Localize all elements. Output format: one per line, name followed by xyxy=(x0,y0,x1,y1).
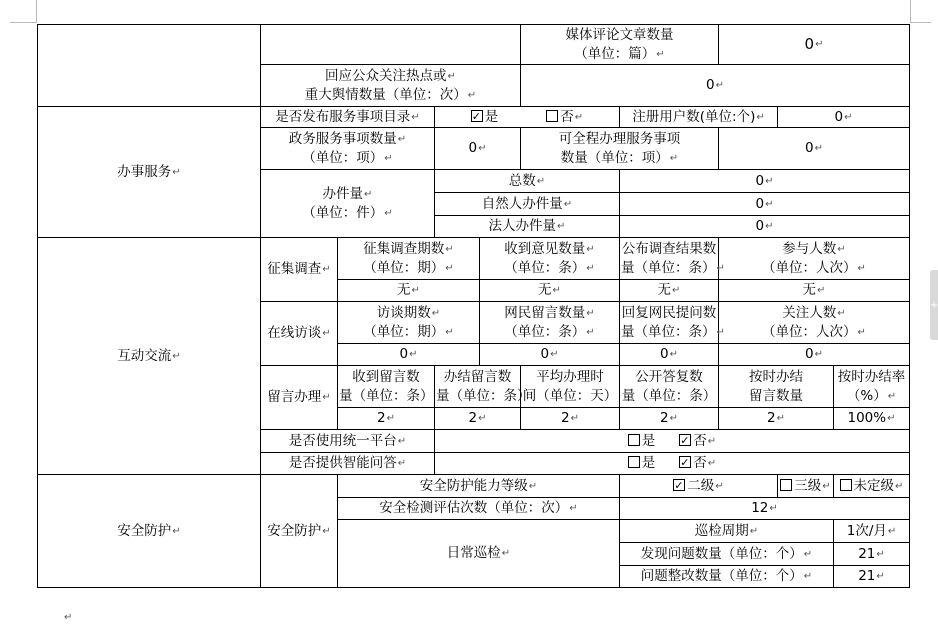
messages-v4: 2↵ xyxy=(620,408,719,430)
checkbox-unchecked[interactable] xyxy=(628,434,640,446)
catalog-options[interactable]: ✓ 是 否↵ xyxy=(435,107,620,128)
messages-h2: 办结留言数 量（单位：条） xyxy=(435,366,521,408)
empty-cell xyxy=(38,25,261,107)
media-articles-value: 0↵ xyxy=(719,25,910,65)
fixed-value: 21↵ xyxy=(834,566,910,588)
fixed-label: 问题整改数量（单位：个）↵ xyxy=(620,566,834,588)
checkbox-unchecked[interactable] xyxy=(840,479,852,491)
messages-v2: 2↵ xyxy=(435,408,521,430)
survey-h2: 收到意见数量↵ （单位：条）↵ xyxy=(480,238,620,280)
catalog-label: 是否发布服务事项目录↵ xyxy=(261,107,435,128)
survey-h3: 公布调查结果数 量（单位：条）↵ xyxy=(620,238,719,280)
period-value: 1次/月↵ xyxy=(834,520,910,543)
survey-v2: 无↵ xyxy=(480,280,620,302)
level-option-none[interactable]: 未定级↵ xyxy=(834,475,910,498)
total-label: 总数↵ xyxy=(435,170,620,193)
person-label: 自然人办件量↵ xyxy=(435,193,620,216)
survey-v1: 无↵ xyxy=(338,280,480,302)
interview-v3: 0↵ xyxy=(620,344,719,366)
interview-h4: 关注人数↵ （单位：人次）↵ xyxy=(719,302,910,344)
messages-v3: 2↵ xyxy=(521,408,620,430)
messages-label: 留言办理↵ xyxy=(261,366,338,430)
messages-h3: 平均办理时 间（单位：天） xyxy=(521,366,620,408)
page-corner-mark-top-right xyxy=(910,0,931,23)
messages-v6: 100%↵ xyxy=(834,408,910,430)
section-service: 办事服务↵ xyxy=(38,107,261,238)
checkbox-checked[interactable] xyxy=(471,110,483,122)
items-label: 政务服务事项数量↵ （单位：项）↵ xyxy=(261,128,435,170)
checkbox-checked[interactable] xyxy=(673,479,685,491)
hotspot-label: 回应公众关注热点或↵ 重大舆情数量（单位：次）↵ xyxy=(261,65,521,107)
messages-h4: 公开答复数 量（单位：条） xyxy=(620,366,719,408)
tests-label: 安全检测评估次数（单位：次）↵ xyxy=(338,498,620,520)
level-option-3[interactable]: 三级↵ xyxy=(778,475,834,498)
survey-label: 征集调查↵ xyxy=(261,238,338,302)
section-interaction: 互动交流↵ xyxy=(38,238,261,475)
messages-h1: 收到留言数 量（单位：条） xyxy=(338,366,435,408)
plus-icon: + xyxy=(930,300,938,311)
legal-value: 0↵ xyxy=(620,216,910,238)
survey-v3: 无↵ xyxy=(620,280,719,302)
period-label: 巡检周期↵ xyxy=(620,520,834,543)
daily-label: 日常巡检↵ xyxy=(338,520,620,588)
interview-label: 在线访谈↵ xyxy=(261,302,338,366)
paragraph-mark: ↵ xyxy=(64,612,73,623)
checkbox-unchecked[interactable] xyxy=(780,479,792,491)
interview-h3: 回复网民提问数 量（单位：条）↵ xyxy=(620,302,719,344)
level-label: 安全防护能力等级↵ xyxy=(338,475,620,498)
interview-v2: 0↵ xyxy=(480,344,620,366)
messages-v5: 2↵ xyxy=(719,408,834,430)
table-row xyxy=(38,107,910,128)
volume-label: 办件量↵ （单位：件）↵ xyxy=(261,170,435,238)
checkbox-unchecked[interactable] xyxy=(546,110,558,122)
legal-label: 法人办件量↵ xyxy=(435,216,620,238)
survey-v4: 无↵ xyxy=(719,280,910,302)
messages-h6: 按时办结率 （%）↵ xyxy=(834,366,910,408)
registered-label: 注册用户数(单位:个)↵ xyxy=(620,107,778,128)
interview-h1: 访谈期数↵ （单位：期）↵ xyxy=(338,302,480,344)
checkbox-unchecked[interactable] xyxy=(628,456,640,468)
section-security: 安全防护↵ xyxy=(38,475,261,588)
total-value: 0↵ xyxy=(620,170,910,193)
found-label: 发现问题数量（单位：个）↵ xyxy=(620,543,834,566)
table-row xyxy=(38,475,910,498)
page-corner-mark-top-left xyxy=(10,0,37,23)
items-value: 0↵ xyxy=(435,128,521,170)
found-value: 21↵ xyxy=(834,543,910,566)
interview-v4: 0↵ xyxy=(719,344,910,366)
messages-h5: 按时办结 留言数量 xyxy=(719,366,834,408)
survey-h1: 征集调查期数↵ （单位：期）↵ xyxy=(338,238,480,280)
checkbox-checked[interactable] xyxy=(679,456,691,468)
table-row xyxy=(38,238,910,280)
messages-v1: 2↵ xyxy=(338,408,435,430)
fullprocess-value: 0↵ xyxy=(719,128,910,170)
interview-h2: 网民留言数量↵ （单位：条）↵ xyxy=(480,302,620,344)
side-expand-handle[interactable] xyxy=(930,270,938,340)
smartqa-options[interactable]: 是✓ 否↵ xyxy=(435,453,910,475)
checkbox-checked[interactable] xyxy=(679,434,691,446)
fullprocess-label: 可全程办理服务事项 数量（单位：项）↵ xyxy=(521,128,719,170)
hotspot-value: 0↵ xyxy=(521,65,910,107)
tests-value: 12↵ xyxy=(620,498,910,520)
platform-options[interactable]: 是✓ 否↵ xyxy=(435,430,910,453)
level-option-2[interactable]: ✓ 二级↵ xyxy=(620,475,778,498)
empty-cell xyxy=(261,25,521,65)
security-sub-label: 安全防护↵ xyxy=(261,475,338,588)
survey-h4: 参与人数↵ （单位：人次）↵ xyxy=(719,238,910,280)
registered-value: 0↵ xyxy=(778,107,910,128)
interview-v1: 0↵ xyxy=(338,344,480,366)
smartqa-label: 是否提供智能问答↵ xyxy=(261,453,435,475)
report-table xyxy=(37,24,910,588)
table-row xyxy=(38,25,910,65)
person-value: 0↵ xyxy=(620,193,910,216)
platform-label: 是否使用统一平台↵ xyxy=(261,430,435,453)
media-articles-label: 媒体评论文章数量 （单位：篇）↵ xyxy=(521,25,719,65)
